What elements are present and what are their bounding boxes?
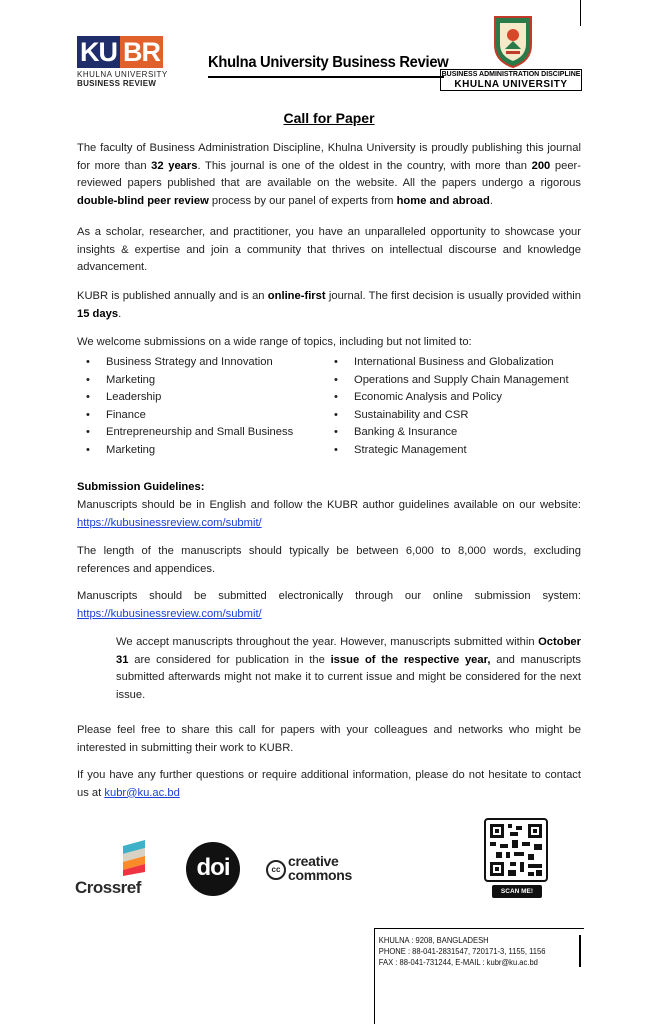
list-item: • Marketing xyxy=(77,442,327,460)
guideline-paragraph-2: The length of the manuscripts should typically be between 6,000 to 8,000 words, excluding references and appendices. xyxy=(77,545,581,575)
submit-link[interactable]: https://kubusinessreview.com/submit/ xyxy=(77,516,262,529)
text-span: KUBR is published annually and is an xyxy=(77,290,268,302)
list-item: • Banking & Insurance xyxy=(325,424,585,442)
journal-title: Khulna University Business Review xyxy=(208,54,449,71)
intro-paragraph-1 xyxy=(77,140,581,210)
closing-paragraph-2 xyxy=(77,767,581,802)
intro-paragraph-2: As a scholar, researcher, and practitioner, you have an unparalleled opportunity to showcase your insights & expertise and join a community that thrives on intellectual discourse and knowledge advancement. xyxy=(77,226,581,274)
guideline-paragraph-3 xyxy=(77,588,581,623)
guideline-paragraph-1 xyxy=(77,497,581,532)
list-item: • Economic Analysis and Policy xyxy=(325,389,585,407)
highlight-online-first: online-first xyxy=(267,290,326,302)
list-item: • Strategic Management xyxy=(325,442,585,460)
text-span: The faculty of Business Administration Discipline, Khulna University is proudly publishing this journal for more than xyxy=(77,142,581,172)
text-span: Manuscripts should be submitted electronically through our online submission system: xyxy=(77,590,581,602)
list-item: • Marketing xyxy=(77,372,327,390)
text-span: We accept manuscripts throughout the year. However, manuscripts submitted within xyxy=(116,636,539,648)
text-span: If you have any further questions or require additional information, please do not hesitate to contact us at xyxy=(77,769,581,799)
list-item: • Finance xyxy=(77,407,327,425)
text-span: peer-reviewed papers published that are available on the website. All the papers undergo a rigorous xyxy=(77,159,581,190)
qr-code[interactable] xyxy=(484,818,550,904)
logo-br-text: BR xyxy=(120,36,163,68)
list-item: • Entrepreneurship and Small Business xyxy=(77,424,327,442)
qr-code-icon xyxy=(484,818,548,882)
guidelines-heading: Submission Guidelines: xyxy=(77,481,205,493)
list-item: • Business Strategy and Innovation xyxy=(77,354,327,372)
creative-commons-logo xyxy=(266,854,366,888)
topics-list-left xyxy=(77,354,327,460)
highlight-experts: home and abroad xyxy=(396,194,490,207)
text-span: . xyxy=(118,307,122,320)
department-name: BUSINESS ADMINISTRATION DISCIPLINE xyxy=(441,71,581,78)
intro-paragraph-3 xyxy=(77,288,581,323)
cc-word-commons: commons xyxy=(288,867,353,883)
submission-system-link[interactable]: https://kubusinessreview.com/submit/ xyxy=(77,607,262,620)
highlight-review: double-blind peer review xyxy=(77,194,209,207)
highlight-papers: 200 xyxy=(531,159,551,172)
list-item: • Leadership xyxy=(77,389,327,407)
kubr-logo xyxy=(77,36,172,92)
page-border-line xyxy=(580,0,581,26)
text-span: journal. The first decision is usually provided within xyxy=(325,290,581,302)
list-item: • International Business and Globalization xyxy=(325,354,585,372)
header-rule xyxy=(208,76,444,78)
address-box-rule xyxy=(579,935,581,967)
highlight-issue: issue of the respective year, xyxy=(330,653,491,666)
highlight-years: 32 years xyxy=(151,159,198,172)
crossref-wordmark: Crossref xyxy=(75,878,141,897)
logo-subtitle-review: BUSINESS REVIEW xyxy=(77,79,157,88)
university-emblem-icon xyxy=(491,15,535,69)
list-item: • Operations and Supply Chain Management xyxy=(325,372,585,390)
text-span: . xyxy=(489,194,493,207)
university-name: KHULNA UNIVERSITY xyxy=(454,79,568,90)
doi-logo: doi xyxy=(186,842,240,896)
scan-me-label: SCAN ME! xyxy=(492,885,542,898)
text-span: are considered for publication in the xyxy=(128,653,331,666)
logo-ku-text: KU xyxy=(77,36,120,68)
crossref-mark-icon xyxy=(119,838,151,876)
closing-paragraph-1: Please feel free to share this call for papers with your colleagues and networks who might be interested in submitting their work to KUBR. xyxy=(77,724,581,754)
cc-wordmark xyxy=(288,854,352,882)
text-span: and manuscripts submitted afterwards might not make it to current issue and might be considered for the next issue. xyxy=(116,653,581,701)
crossref-logo xyxy=(75,838,161,896)
highlight-days: 15 days xyxy=(77,307,119,320)
email-link[interactable]: kubr@ku.ac.bd xyxy=(104,786,180,799)
cc-word-creative: creative xyxy=(288,853,339,869)
topics-list-right xyxy=(325,354,585,460)
department-box xyxy=(440,69,582,91)
address-line: KHULNA : 9208, BANGLADESH xyxy=(378,936,489,945)
phone-line: PHONE : 88-041-2831547, 720171-3, 1155, 1156 xyxy=(378,947,546,956)
logo-subtitle-university: KHULNA UNIVERSITY xyxy=(77,70,168,79)
cc-icon: cc xyxy=(266,860,286,880)
intro-paragraph-4: We welcome submissions on a wide range of topics, including but not limited to: xyxy=(77,336,472,348)
text-span: Manuscripts should be in English and follow the KUBR author guidelines available on our website: xyxy=(77,499,581,511)
address-box xyxy=(374,928,584,1024)
fax-email-line: FAX : 88-041-731244, E-MAIL : kubr@ku.ac.bd xyxy=(378,958,538,967)
text-span: process by our panel of experts from xyxy=(208,194,397,207)
page-title: Call for Paper xyxy=(283,110,375,126)
list-item: • Sustainability and CSR xyxy=(325,407,585,425)
text-span: . This journal is one of the oldest in the country, with more than xyxy=(197,159,532,172)
guideline-paragraph-4 xyxy=(116,634,581,704)
highlight-deadline: October 31 xyxy=(116,636,581,666)
